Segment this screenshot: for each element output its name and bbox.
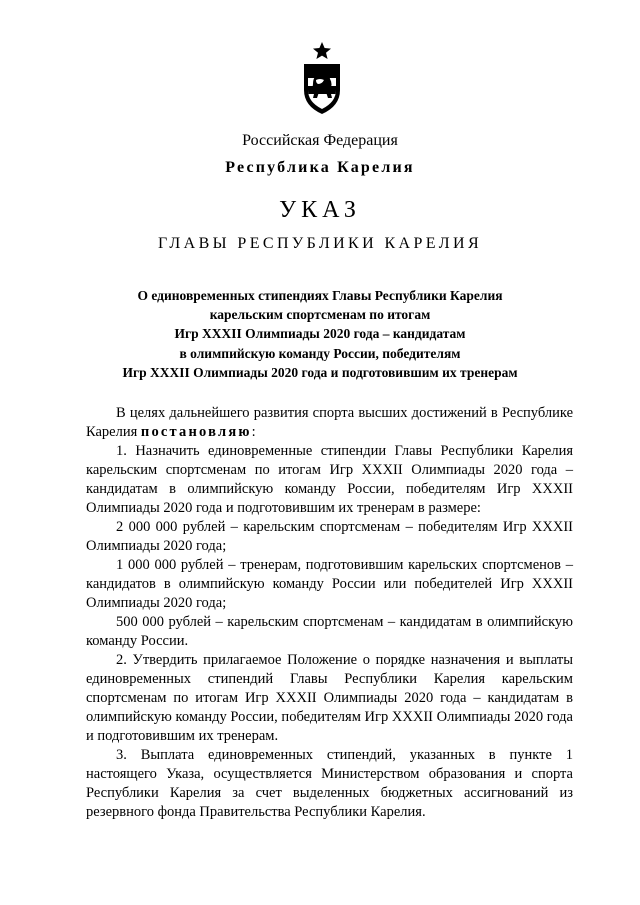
decree-subject xyxy=(60,286,580,382)
decree-word: постановляю xyxy=(140,424,252,440)
issuer-title: ГЛАВЫ РЕСПУБЛИКИ КАРЕЛИЯ xyxy=(157,235,483,252)
body-paragraph: 3. Выплата единовременных стипендий, указанных в пункте 1 настоящего Указа, осуществляется Министерством образования и спорта Республики Карелия за счет выделенных бюджетных ассигнований из резервного фонда Правительства Республики Карелия. xyxy=(86,747,573,820)
subject-line: карельским спортсменам по итогам xyxy=(209,307,431,323)
body-paragraph: 1. Назначить единовременные стипендии Главы Республики Карелия карельским спортсменам по итогам Игр XXXII Олимпиады 2020 года – кандидатам в олимпийскую команду России, победителям Игр XXXII Олимпиады 2020 года и подготовившим их тренерам в размере: xyxy=(86,443,573,516)
subject-line: Игр XXXII Олимпиады 2020 года и подготовившим их тренерам xyxy=(122,364,518,380)
decree-body xyxy=(86,404,573,822)
body-paragraph: 1 000 000 рублей – тренерам, подготовившим карельских спортсменов – кандидатов в олимпийскую команду России или победителей Игр XXXII Олимпиады 2020 года; xyxy=(86,557,573,611)
preamble-text: В целях дальнейшего развития спорта высших достижений в Республике Карелия xyxy=(86,405,573,440)
republic-name: Республика Карелия xyxy=(225,159,415,176)
country-name: Российская Федерация xyxy=(242,132,398,149)
body-paragraph: 500 000 рублей – карельским спортсменам – кандидатам в олимпийскую команду России. xyxy=(86,614,573,649)
subject-line: Игр XXXII Олимпиады 2020 года – кандидатам xyxy=(174,326,466,342)
subject-line: О единовременных стипендиях Главы Республики Карелия xyxy=(137,288,503,303)
preamble-paragraph xyxy=(86,404,573,442)
body-paragraph: 2 000 000 рублей – карельским спортсменам – победителям Игр XXXII Олимпиады 2020 года; xyxy=(86,519,573,554)
decree-colon: : xyxy=(251,424,256,440)
document-type: УКАЗ xyxy=(279,197,361,223)
body-paragraph: 2. Утвердить прилагаемое Положение о порядке назначения и выплаты единовременных стипендий Главы Республики Карелия карельским спортсменам по итогам Игр XXXII Олимпиады 2020 года – кандидатам в олимпийскую команду России, победителям Игр XXXII Олимпиады 2020 года и подготовившим их тренерам. xyxy=(86,652,573,744)
subject-line: в олимпийскую команду России, победителям xyxy=(179,345,461,361)
karelia-coat-of-arms-icon xyxy=(298,40,346,116)
